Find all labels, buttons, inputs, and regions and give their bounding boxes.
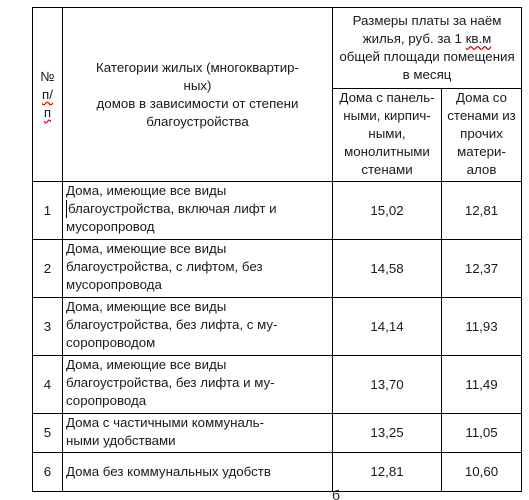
- category-line: мусоропровода: [66, 277, 162, 292]
- category-line: Дома, имеющие все виды: [66, 241, 227, 256]
- row-number: 1: [33, 182, 63, 240]
- header-num-p1: п/: [42, 86, 53, 102]
- category-line: мусоропровод: [66, 219, 155, 234]
- rate-other-walls: 11,93: [442, 298, 522, 356]
- category-line: благоустройства, включая лифт и: [66, 200, 329, 218]
- rate-other-walls: 11,49: [442, 356, 522, 414]
- rate-panel-walls: 13,25: [333, 414, 442, 453]
- cut-off-text: б: [332, 488, 341, 500]
- header-other-line-3: прочих: [460, 126, 503, 141]
- header-sizes-line-3: общей площади помещения: [339, 49, 515, 64]
- header-other-line-4: матери-: [457, 144, 506, 159]
- rate-panel-walls: 13,70: [333, 356, 442, 414]
- row-number: 3: [33, 298, 63, 356]
- table-row: [33, 240, 522, 298]
- header-category-line-1: Категории жилых (многоквартир-: [96, 59, 299, 75]
- row-category: [63, 356, 333, 414]
- category-line: Дома, имеющие все виды: [66, 357, 227, 372]
- table-row: [33, 298, 522, 356]
- rate-other-walls: 12,81: [442, 182, 522, 240]
- table-header-row: [33, 8, 522, 89]
- header-other-line-1: Дома со: [456, 90, 507, 105]
- rate-panel-walls: 14,14: [333, 298, 442, 356]
- rate-other-walls: 11,05: [442, 414, 522, 453]
- header-sizes-line-1: Размеры платы за наём: [352, 13, 502, 28]
- column-header-rent-sizes: [333, 8, 522, 89]
- category-line: соропроводом: [66, 335, 156, 350]
- rent-rates-table: [32, 7, 522, 492]
- header-sizes-unit: кв.м: [465, 31, 492, 46]
- header-category-line-3: домов в зависимости от степени: [96, 95, 299, 111]
- rate-panel-walls: 15,02: [333, 182, 442, 240]
- category-line: Дома без коммунальных удобств: [66, 464, 271, 479]
- header-panel-line-5: стенами: [361, 162, 413, 177]
- category-line: ными удобствами: [66, 433, 176, 448]
- rate-panel-walls: 14,58: [333, 240, 442, 298]
- header-panel-line-3: ными,: [368, 126, 406, 141]
- category-line: благоустройства, без лифта и му-: [66, 375, 275, 390]
- header-num-symbol: №: [40, 68, 55, 84]
- row-number: 6: [33, 453, 63, 492]
- row-number: 5: [33, 414, 63, 453]
- cut-off-next-line-fragment: [332, 488, 346, 500]
- row-category: [63, 453, 333, 492]
- column-header-number: [33, 8, 63, 182]
- table-row: [33, 453, 522, 492]
- header-category-line-4: благоустройства: [146, 113, 249, 129]
- header-sizes-line-4: в месяц: [402, 67, 452, 82]
- row-number: 4: [33, 356, 63, 414]
- row-category: [63, 414, 333, 453]
- category-line: Дома с частичными коммуналь-: [66, 415, 264, 430]
- header-panel-line-4: монолитными: [344, 144, 430, 159]
- header-panel-line-1: Дома с панель-: [339, 90, 435, 105]
- header-other-line-2: стенами из: [447, 108, 516, 123]
- header-sizes-line-2: жилья, руб. за 1: [362, 31, 466, 46]
- table-row: [33, 182, 522, 240]
- header-category-line-2: ных): [183, 77, 212, 93]
- table-row: [33, 356, 522, 414]
- header-other-line-5: алов: [466, 162, 497, 177]
- row-category: [63, 298, 333, 356]
- rate-other-walls: 12,37: [442, 240, 522, 298]
- row-category: [63, 240, 333, 298]
- column-header-other-walls: [442, 89, 522, 182]
- row-number: 2: [33, 240, 63, 298]
- column-header-panel-walls: [333, 89, 442, 182]
- column-header-category: [63, 8, 333, 182]
- category-line: Дома, имеющие все виды: [66, 299, 227, 314]
- header-num-p2: п: [43, 104, 52, 120]
- row-category: [63, 182, 333, 240]
- header-panel-line-2: ными, кирпич-: [343, 108, 431, 123]
- category-line: благоустройства, без лифта, с му-: [66, 317, 278, 332]
- category-line: соропровода: [66, 393, 147, 408]
- category-line: Дома, имеющие все виды: [66, 183, 227, 198]
- rate-other-walls: 10,60: [442, 453, 522, 492]
- rate-panel-walls: 12,81: [333, 453, 442, 492]
- table-row: [33, 414, 522, 453]
- category-line: благоустройства, с лифтом, без: [66, 259, 263, 274]
